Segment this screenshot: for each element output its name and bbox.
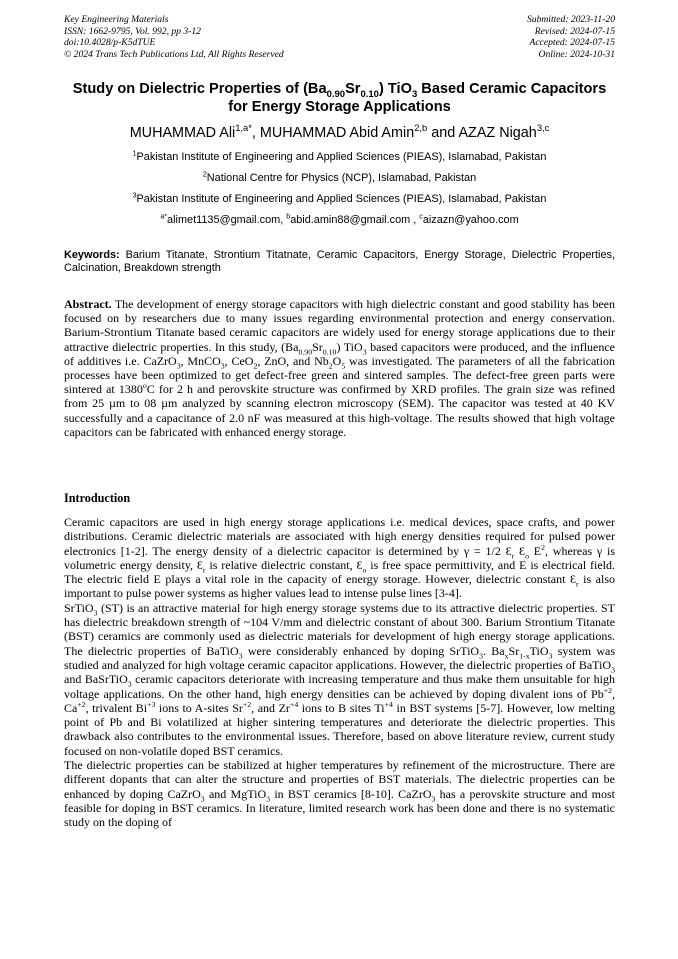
author-name: MUHAMMAD Ali (129, 125, 236, 141)
dates-header (527, 14, 615, 60)
journal-name: Key Engineering Materials (64, 14, 169, 25)
paper-title: Study on Dielectric Properties of $(Ba_{0.90}Sr_{0.10})$ TiO$_3$ Based Ceramic Capacitors for Energy Storage Applications (72, 81, 607, 115)
paragraph: Ceramic capacitors are used in high energy storage applications i.e. medical devices, space crafts, and power distributions. Ceramic dielectric materials are associated with high energy densities required for pulsed power electronics [1-2]. The energy density of a dielectric capacitor is determined by γ = 1/2 $Ɛ_r$ $Ɛ_o$ $E^2$, whereas γ is volumetric energy density, $Ɛ_r$ is relative dielectric constant, $Ɛ_o$ is free space permittivity, and E is electrical field. The electric field E plays a vital role in the capacity of energy storage. However, dielectric constant $Ɛ_r$ is also important to pulse power systems as higher values lead to intense pulse lines [3-4]. (64, 515, 616, 601)
copyright: © 2024 Trans Tech Publications Ltd, All Rights Reserved (64, 48, 284, 60)
keywords (64, 249, 615, 275)
author-name: AZAZ Nigah (458, 125, 537, 141)
issn: ISSN: 1662-9795, Vol. 992, pp 3-12 (64, 25, 201, 37)
abstract: Abstract. The development of energy storage capacitors with high dielectric constant and good stability has been focused on by researchers due to many issues regarding environmental protection and energy conservation. Barium-Strontium Titanate based ceramic capacitors are widely used for energy storage applications due to their attractive dielectric properties. In this study, $(Ba_{0.90}Sr_{0.10})$ TiO$_3$ based capacitors were produced, and the influence of additives i.e. CaZrO$_3$, MnCO$_3$, CeO$_2$, ZnO, and $Nb_2O_5$ was investigated. The parameters of all the fabrication processes have been optimized to get defect-free green and sintered samples. The defect-free green parts were sintered at 1380$^o$C for 2 h and perovskite structure was confirmed by XRD profiles. The grain size was refined from 25 µm to 08 µm analyzed by scanning electron microscopy (SEM). The capacitor was tested at 40 KV successfully and a capacitance of 2.0 nF was measured at this high-voltage. The results showed that high voltage capacitors can be fabricated with enhanced energy storage. (64, 297, 616, 439)
introduction-body (64, 515, 615, 830)
author-emails: $^{a*}$alimet1135@gmail.com, $^b$abid.amin88@gmail.com , $^c$aizazn@yahoo.com (160, 212, 519, 226)
author-name: MUHAMMAD Abid Amin (259, 125, 415, 141)
affiliation-2: $^2$National Centre for Physics (NCP), Islamabad, Pakistan (202, 170, 477, 184)
online-date: Online: 2024-10-31 (538, 48, 615, 60)
paragraph: The dielectric properties can be stabilized at higher temperatures by refinement of the microstructure. There are different dopants that can alter the structure and properties of BST materials. The dielectric properties can be enhanced by doping CaZrO$_3$ and MgTiO$_3$ in BST ceramics [8-10]. CaZrO$_3$ has a perovskite structure and most feasible for doping in BST ceramics. In literature, limited research work has been done and there is no systematic study on the doping of (64, 758, 615, 830)
abstract-label: Abstract. (64, 297, 112, 311)
accepted-date: Accepted: 2024-07-15 (529, 37, 615, 49)
email-link[interactable]: abid.amin88@gmail.com , (290, 214, 420, 226)
email-link[interactable]: alimet1135@gmail.com, (167, 214, 287, 226)
doi[interactable]: doi:10.4028/p-K5dTUE (64, 37, 156, 49)
keywords-label: Keywords: (64, 249, 120, 261)
email-link[interactable]: aizazn@yahoo.com (422, 214, 519, 226)
submitted-date: Submitted: 2023-11-20 (526, 14, 615, 25)
section-heading-introduction: Introduction (64, 491, 131, 505)
keywords-text: Barium Titanate, Strontium Titatnate, Ceramic Capacitors, Energy Storage, Dielectric Properties, Calcination, Breakdown strength (64, 249, 615, 274)
paragraph: SrTiO$_3$ (ST) is an attractive material for high energy storage systems due to its attractive dielectric properties. ST has dielectric breakdown strength of ~104 V/mm and dielectric constant of about 300. Barium Strontium Titanate (BST) ceramics are commonly used as dielectric materials for development of high energy storage applications. The dielectric properties of BaTiO$_3$ were considerably enhanced by doping SrTiO$_3$. $Ba_xSr_{1-x}TiO_3$ system was studied and analyzed for high voltage ceramic capacitor applications. However, the dielectric properties of BaTiO$_3$ and BaSrTiO$_3$ ceramic capacitors deteriorate with increasing temperature and thus make them unsuitable for high voltage applications. On the other hand, high energy densities can be achieved by doping divalent ions of $Pb^{+2}$, $Ca^{+2}$, trivalent $Bi^{+3}$ ions to A-sites $Sr^{+2}$, and $Zr^{+4}$ ions to B sites $Ti^{+4}$ in BST systems [5-7]. However, low melting point of Pb and Bi volatilized at higher sintering temperatures and deteriorate the dielectric properties. This drawback also contributes to the environmental issues. Therefore, based on above literature review, current study focused on non-volatile doped BST ceramics. (64, 600, 616, 758)
journal-header (64, 14, 284, 60)
revised-date: Revised: 2024-07-15 (534, 25, 615, 37)
affiliation-3: $^3$Pakistan Institute of Engineering and Applied Sciences (PIEAS), Islamabad, Pakistan (132, 191, 547, 205)
affiliation-1: $^1$Pakistan Institute of Engineering and Applied Sciences (PIEAS), Islamabad, Pakistan (132, 149, 547, 163)
author-list: MUHAMMAD Ali$^{1,a*}$, MUHAMMAD Abid Amin$^{2,b}$ and AZAZ Nigah$^{3,c}$ (129, 123, 550, 141)
